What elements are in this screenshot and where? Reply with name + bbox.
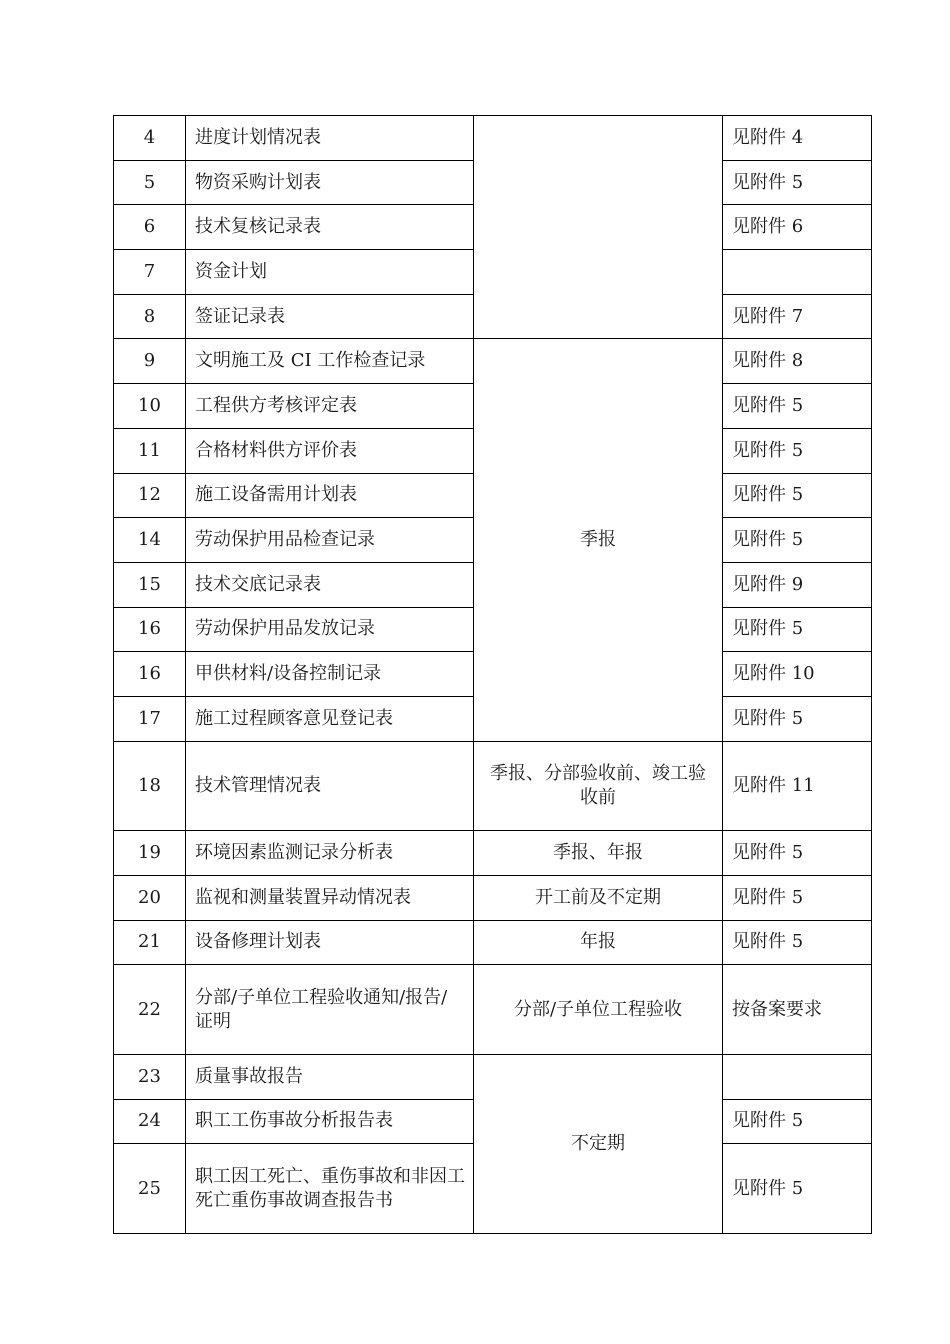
row-number: 14 — [114, 518, 186, 563]
row-number: 6 — [114, 205, 186, 250]
frequency-cell-quarterly: 季报 — [474, 339, 723, 741]
row-number: 21 — [114, 920, 186, 965]
attachment-note: 见附件 5 — [723, 920, 872, 965]
attachment-note: 见附件 5 — [723, 473, 872, 518]
frequency-cell-irregular: 不定期 — [474, 1054, 723, 1233]
table-row — [114, 339, 872, 384]
row-number: 4 — [114, 116, 186, 161]
attachment-note: 按备案要求 — [723, 965, 872, 1055]
report-name: 设备修理计划表 — [186, 920, 474, 965]
row-number: 20 — [114, 875, 186, 920]
report-name: 职工因工死亡、重伤事故和非因工死亡重伤事故调查报告书 — [186, 1144, 474, 1234]
row-number: 19 — [114, 831, 186, 876]
report-name: 质量事故报告 — [186, 1054, 474, 1099]
report-name: 技术管理情况表 — [186, 741, 474, 831]
report-name: 工程供方考核评定表 — [186, 384, 474, 429]
report-name: 劳动保护用品检查记录 — [186, 518, 474, 563]
row-number: 17 — [114, 696, 186, 741]
report-name: 物资采购计划表 — [186, 160, 474, 205]
row-number: 7 — [114, 250, 186, 295]
table-row — [114, 741, 872, 831]
attachment-note: 见附件 5 — [723, 696, 872, 741]
frequency-cell: 季报、分部验收前、竣工验收前 — [474, 741, 723, 831]
row-number: 9 — [114, 339, 186, 384]
attachment-note: 见附件 10 — [723, 652, 872, 697]
report-name: 施工过程顾客意见登记表 — [186, 696, 474, 741]
table-row — [114, 920, 872, 965]
report-name: 施工设备需用计划表 — [186, 473, 474, 518]
attachment-note: 见附件 5 — [723, 428, 872, 473]
row-number: 16 — [114, 607, 186, 652]
frequency-cell-blank — [474, 116, 723, 339]
attachment-note: 见附件 8 — [723, 339, 872, 384]
attachment-note: 见附件 5 — [723, 1099, 872, 1144]
row-number: 18 — [114, 741, 186, 831]
attachment-note: 见附件 7 — [723, 294, 872, 339]
row-number: 22 — [114, 965, 186, 1055]
row-number: 23 — [114, 1054, 186, 1099]
frequency-cell: 开工前及不定期 — [474, 875, 723, 920]
report-name: 技术交底记录表 — [186, 562, 474, 607]
attachment-note: 见附件 5 — [723, 518, 872, 563]
row-number: 25 — [114, 1144, 186, 1234]
attachment-note: 见附件 9 — [723, 562, 872, 607]
table-row — [114, 875, 872, 920]
report-name: 合格材料供方评价表 — [186, 428, 474, 473]
attachment-note: 见附件 4 — [723, 116, 872, 161]
table-row — [114, 831, 872, 876]
attachment-note: 见附件 5 — [723, 160, 872, 205]
row-number: 10 — [114, 384, 186, 429]
report-name: 文明施工及 CI 工作检查记录 — [186, 339, 474, 384]
row-number: 8 — [114, 294, 186, 339]
attachment-note: 见附件 11 — [723, 741, 872, 831]
row-number: 11 — [114, 428, 186, 473]
report-name: 劳动保护用品发放记录 — [186, 607, 474, 652]
row-number: 16 — [114, 652, 186, 697]
frequency-cell: 年报 — [474, 920, 723, 965]
attachment-note — [723, 250, 872, 295]
attachment-note — [723, 1054, 872, 1099]
attachment-note: 见附件 6 — [723, 205, 872, 250]
report-name: 甲供材料/设备控制记录 — [186, 652, 474, 697]
report-name: 进度计划情况表 — [186, 116, 474, 161]
frequency-cell: 季报、年报 — [474, 831, 723, 876]
row-number: 15 — [114, 562, 186, 607]
row-number: 24 — [114, 1099, 186, 1144]
row-number: 5 — [114, 160, 186, 205]
attachment-note: 见附件 5 — [723, 1144, 872, 1234]
attachment-note: 见附件 5 — [723, 607, 872, 652]
report-name: 职工工伤事故分析报告表 — [186, 1099, 474, 1144]
report-name: 分部/子单位工程验收通知/报告/证明 — [186, 965, 474, 1055]
report-name: 资金计划 — [186, 250, 474, 295]
attachment-note: 见附件 5 — [723, 384, 872, 429]
report-name: 监视和测量装置异动情况表 — [186, 875, 474, 920]
report-name: 环境因素监测记录分析表 — [186, 831, 474, 876]
table-row — [114, 965, 872, 1055]
report-table — [113, 115, 872, 1234]
frequency-cell: 分部/子单位工程验收 — [474, 965, 723, 1055]
row-number: 12 — [114, 473, 186, 518]
table-row — [114, 1054, 872, 1099]
attachment-note: 见附件 5 — [723, 875, 872, 920]
table-row — [114, 116, 872, 161]
report-name: 签证记录表 — [186, 294, 474, 339]
report-name: 技术复核记录表 — [186, 205, 474, 250]
attachment-note: 见附件 5 — [723, 831, 872, 876]
